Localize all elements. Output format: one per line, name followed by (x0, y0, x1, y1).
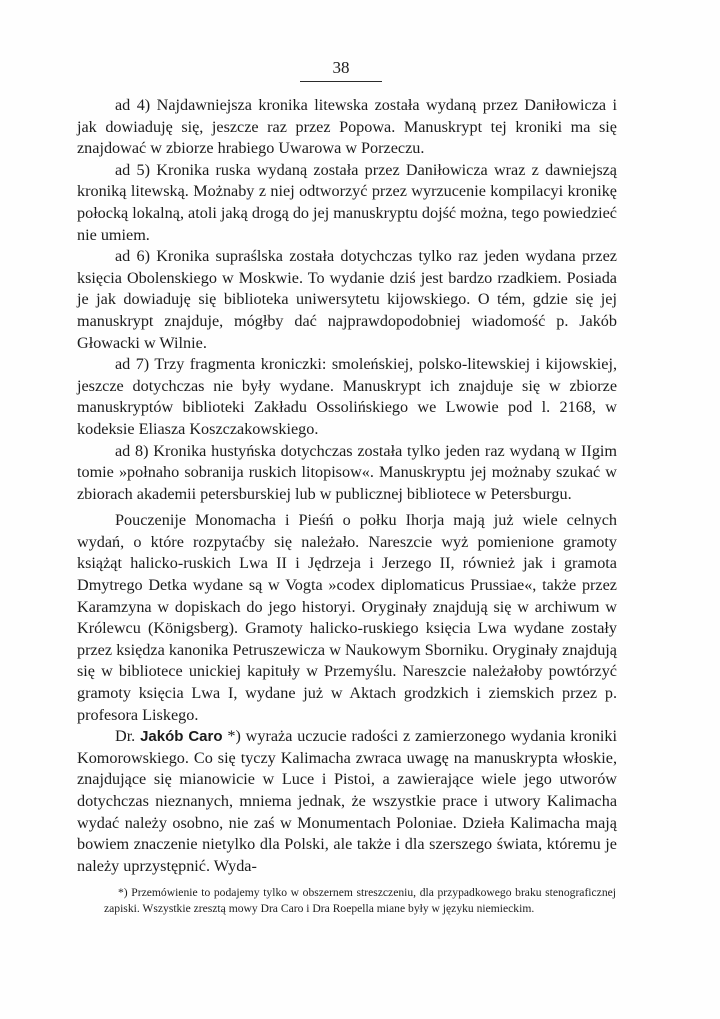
paragraph-ad-5: ad 5) Kronika ruska wydaną została przez Daniłowicza wraz z dawniejszą kroniką litewską. Możnaby z niej odtworzyć przez wyrzucenie kompilacyi kronikę połocką lokalną, atoli jaką drogą do jej manuskryptu dojść można, tego powiedzieć nie umiem. (77, 160, 617, 244)
paragraph-caro (77, 726, 617, 877)
body-text (77, 95, 617, 877)
author-name: Jakób Caro (140, 728, 223, 746)
footnote-marker: *) (227, 727, 241, 746)
page-number: 38 (300, 58, 382, 82)
paragraph-ad-6: ad 6) Kronika supraślska została dotychczas tylko raz jeden wydana przez księcia Obolenskiego w Moskwie. To wydanie dziś jest bardzo rzadkiem. Posiada je jak dowiaduję się biblioteka uniwersytetu kijowskiego. O tém, gdzie się jej manuskrypt znajduje, mógłby dać najprawdopodobniej wiadomość p. Jakób Głowacki w Wilnie. (77, 247, 617, 352)
paragraph-ad-7: ad 7) Trzy fragmenta kroniczki: smoleńskiej, polsko-litewskiej i kijowskiej, jeszcze dotychczas nie były wydane. Manuskrypt ich znajduje się w zbiorze manuskryptów biblioteki Zakładu Ossolińskiego we Lwowie pod l. 2168, w kodeksie Eliasza Koszczakowskiego. (77, 355, 617, 438)
paragraph-pouczenije: Pouczenije Monomacha i Pieśń o połku Ihorja mają już wiele celnych wydań, o które rozpytaćby się należało. Nareszcie wyż pomienione gramoty książąt halicko-ruskich Lwa II i Jędrzeja i Jerzego II, również jak i gramota Dmytrego Detka wydane są w Vogta »codex diplomaticus Prussiae«, także przez Karamzyna w dopiskach do jego historyi. Oryginały znajdują się w archiwum w Królewcu (Königsberg). Gramoty halicko-ruskiego księcia Lwa wydane zostały przez księdza kanonika Petruszewicza w Naukowym Sborniku. Oryginały znajdują się w bibliotece unickiej kapituły w Przemyślu. Nareszcie należałoby powtórzyć gramoty księcia Lwa I, wydane już w Aktach grodzkich i ziemskich przez p. profesora Liskego. (77, 511, 617, 724)
caro-prefix: Dr. (115, 727, 136, 746)
footnote-text: *) Przemówienie to podajemy tylko w obszernem streszczeniu, dla przypadkowego braku stenograficznej zapiski. Wszystkie zresztą mowy Dra Caro i Dra Roepella miane były w języku niemieckim. (104, 886, 616, 915)
paragraph-ad-8: ad 8) Kronika hustyńska dotychczas została tylko jeden raz wydaną w IIgim tomie »połnaho sobranija ruskich litopisow«. Manuskryptu jej możnaby szukać w zbiorach akademii petersburskiej lub w publicznej bibliotece w Petersburgu. (77, 441, 617, 503)
footnote (104, 885, 616, 916)
caro-text: wyraża uczucie radości z zamierzonego wydania kroniki Komorowskiego. Co się tyczy Kalimacha zwraca uwagę na manuskrypta włoskie, znajdujące się mianowicie w Luce i Pistoi, a zawierające wiele jego utworów dotychczas nieznanych, mniema jednak, że wszystkie prace i utwory Kalimacha wydać należy osobno, nie zaś w Monumentach Poloniae. Dzieła Kalimacha mają bowiem znaczenie nietylko dla Polski, ale także i dla szerszego świata, któremu je należy uprzystępnić. Wyda- (77, 727, 618, 875)
paragraph-ad-4: ad 4) Najdawniejsza kronika litewska została wydaną przez Daniłowicza i jak dowiaduję się, jeszcze raz przez Popowa. Manuskrypt tej kroniki ma się znajdować w zbiorze hrabiego Uwarowa w Porzeczu. (77, 96, 617, 158)
